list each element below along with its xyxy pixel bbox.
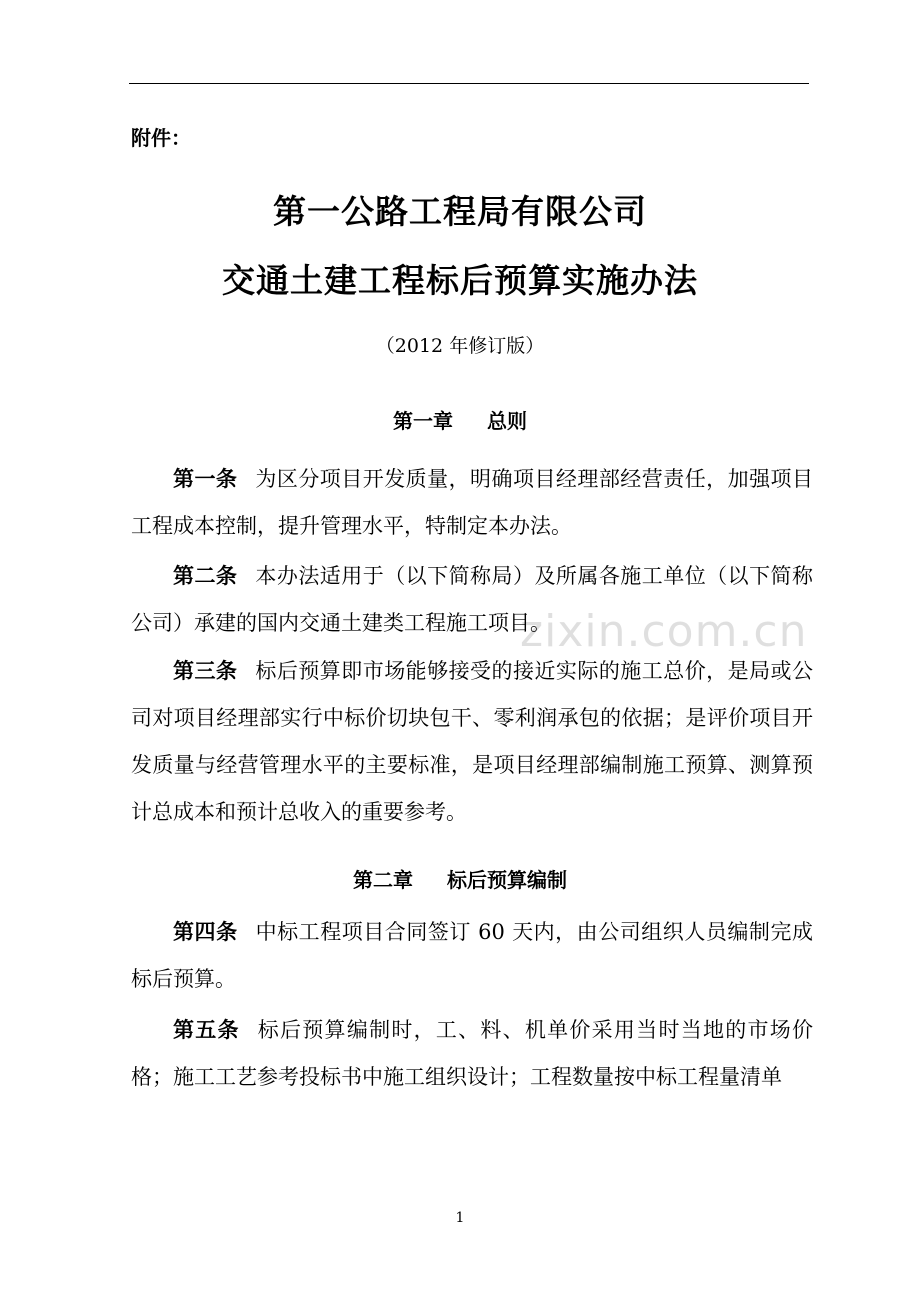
document-title-line2: 交通土建工程标后预算实施办法 — [222, 261, 698, 300]
article-text: 为区分项目开发质量，明确项目经理部经营责任，加强项目工程成本控制，提升管理水平，特制定本办法。 — [131, 467, 814, 538]
article-label: 第三条 — [173, 659, 238, 683]
chapter-number: 第一章 — [393, 409, 453, 433]
site-watermark: zixin.com.cn — [520, 606, 808, 657]
chapter-heading-2 — [0, 864, 920, 893]
document-title-line1: 第一公路工程局有限公司 — [273, 192, 647, 231]
edition-note: （2012 年修订版） — [375, 335, 545, 357]
chapter-heading-1 — [0, 405, 920, 434]
article-5 — [131, 1007, 813, 1101]
page-number: 1 — [455, 1210, 465, 1226]
chapter-number: 第二章 — [353, 868, 413, 892]
chapter-name: 标后预算编制 — [447, 868, 567, 892]
article-text: 标后预算编制时，工、料、机单价采用当时当地的市场价格；施工工艺参考投标书中施工组织设计；工程数量按中标工程量清单 — [131, 1018, 814, 1089]
article-1 — [131, 456, 813, 550]
article-4 — [131, 909, 813, 1003]
attachment-label: 附件： — [131, 126, 191, 150]
article-label: 第五条 — [173, 1018, 240, 1042]
article-text: 中标工程项目合同签订 60 天内，由公司组织人员编制完成标后预算。 — [131, 920, 814, 991]
article-3 — [131, 648, 813, 836]
chapter-name: 总则 — [487, 409, 527, 433]
article-text: 标后预算即市场能够接受的接近实际的施工总价，是局或公司对项目经理部实行中标价切块包干、零利润承包的依据；是评价项目开发质量与经营管理水平的主要标准，是项目经理部编制施工预算、测算预计总成本和预计总收入的重要参考。 — [131, 659, 814, 824]
article-label: 第一条 — [173, 467, 238, 491]
article-text: 本办法适用于（以下简称局）及所属各施工单位（以下简称公司）承建的国内交通土建类工程施工项目。 — [131, 564, 814, 635]
article-label: 第二条 — [173, 564, 238, 588]
article-label: 第四条 — [173, 920, 238, 944]
header-rule — [129, 83, 809, 84]
